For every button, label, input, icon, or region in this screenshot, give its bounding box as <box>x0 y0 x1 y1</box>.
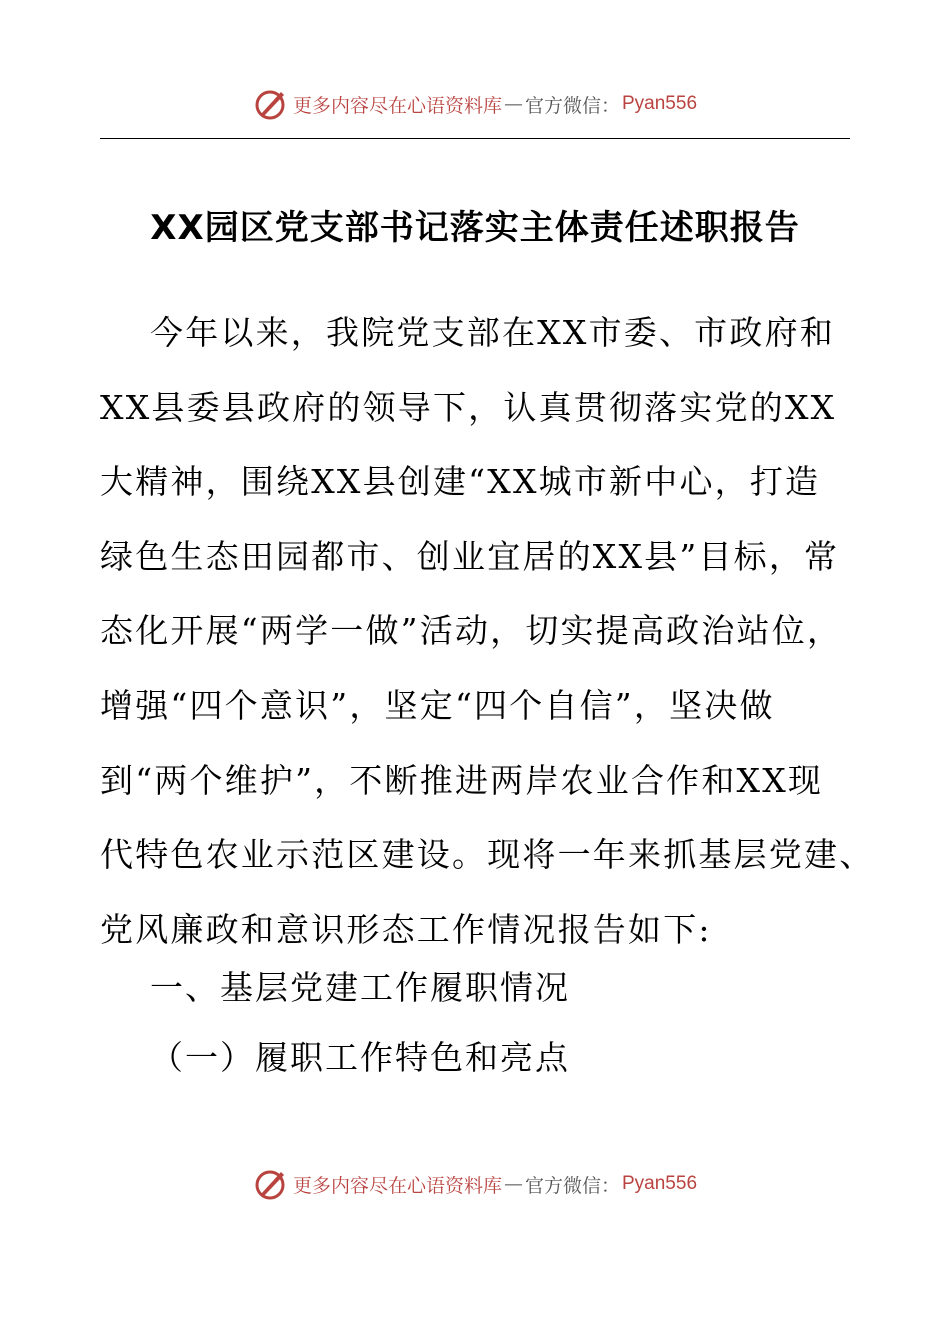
paragraph-line: 增强“四个意识”，坚定“四个自信”，坚决做 <box>100 685 775 725</box>
watermark-dash: — <box>503 93 523 115</box>
watermark-text: 更多内容尽在心语资料库 <box>292 1174 502 1197</box>
paragraph-line: 党风廉政和意识形态工作情况报告如下: <box>100 909 712 949</box>
quill-logo-icon <box>253 86 289 122</box>
paragraph-line: 代特色农业示范区建设。现将一年来抓基层党建、 <box>100 835 875 875</box>
subsection-heading: （一）履职工作特色和亮点 <box>150 1038 570 1077</box>
paragraph-line: 到“两个维护”，不断推进两岸农业合作和XX现 <box>100 760 824 800</box>
watermark-wechat-id: Pyan556 <box>622 93 698 114</box>
paragraph-line: 大精神，围绕XX县创建“XX城市新中心，打造 <box>100 462 821 502</box>
watermark-dash: — <box>503 1173 523 1195</box>
header-divider <box>100 138 850 139</box>
watermark-wechat-label: 官方微信： <box>524 1174 620 1197</box>
watermark-footer <box>0 1162 950 1206</box>
quill-logo-icon <box>253 1166 289 1202</box>
watermark-text: 更多内容尽在心语资料库 <box>292 94 502 117</box>
paragraph-line: XX县委县政府的领导下，认真贯彻落实党的XX <box>100 387 837 427</box>
paragraph-line: 今年以来，我院党支部在XX市委、市政府和 <box>150 313 835 352</box>
watermark-header <box>0 82 950 126</box>
paragraph-line: 绿色生态田园都市、创业宜居的XX县”目标，常 <box>100 536 840 576</box>
watermark-wechat-label: 官方微信： <box>524 94 620 117</box>
body-paragraph <box>100 296 875 967</box>
paragraph-line: 态化开展“两学一做”活动，切实提高政治站位， <box>100 611 843 651</box>
watermark-wechat-id: Pyan556 <box>622 1173 698 1194</box>
section-heading: 一、基层党建工作履职情况 <box>150 968 570 1007</box>
document-title: XX园区党支部书记落实主体责任述职报告 <box>150 208 800 248</box>
